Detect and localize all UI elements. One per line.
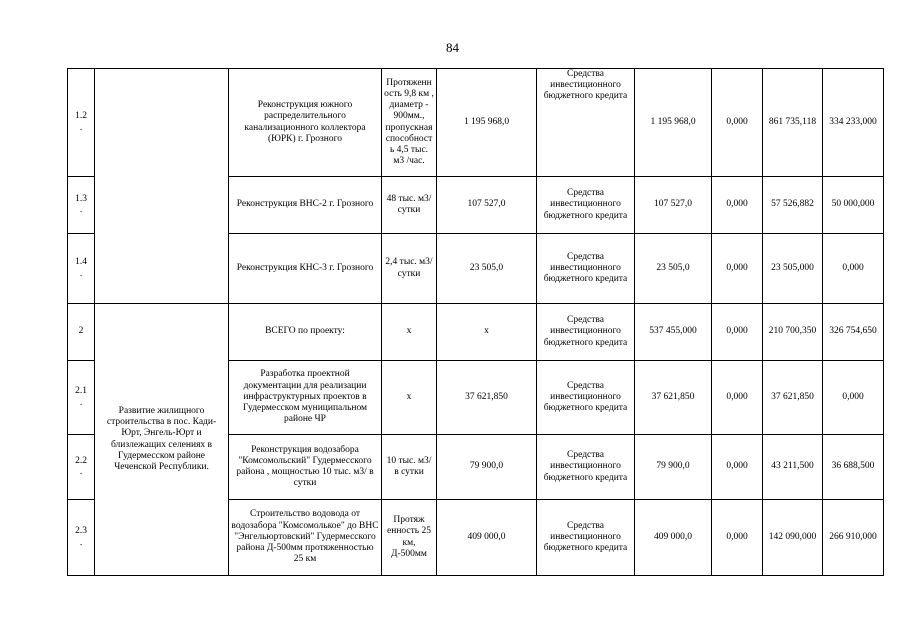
year-3-amount: 0,000 — [823, 234, 884, 304]
year-3-amount: 334 233,000 — [823, 69, 884, 177]
cost: х — [437, 304, 537, 361]
year-2-amount: 37 621,850 — [763, 361, 823, 435]
cost: 37 621,850 — [437, 361, 537, 435]
year-2-amount: 142 090,000 — [763, 500, 823, 576]
row-number: 2.1 . — [68, 361, 95, 435]
funding-source: Средства инвестиционного бюджетного кредита — [537, 234, 635, 304]
total-amount: 409 000,0 — [635, 500, 712, 576]
project-2-title: Развитие жилищного строительства в пос. Кади-Юрт, Энгель-Юрт и близлежащих селениях в Гудермесском районе Чеченской Республики. — [95, 304, 229, 576]
funding-source: Средства инвестиционного бюджетного кредита — [537, 69, 635, 177]
total-amount: 23 505,0 — [635, 234, 712, 304]
total-amount: 537 455,000 — [635, 304, 712, 361]
year-2-amount: 57 526,882 — [763, 177, 823, 234]
row-number: 1.2 . — [68, 69, 95, 177]
year-3-amount: 266 910,000 — [823, 500, 884, 576]
object-name: Реконструкция водозабора "Комсомольский" Гудермесского района , мощностью 10 тыс. м3/ в сутки — [229, 435, 382, 500]
object-name: Реконструкция южного распределительного канализационного коллектора (ЮРК) г. Грозного — [229, 69, 382, 177]
cost: 23 505,0 — [437, 234, 537, 304]
funding-source: Средства инвестиционного бюджетного кредита — [537, 304, 635, 361]
row-number: 2 — [68, 304, 95, 361]
cost: 107 527,0 — [437, 177, 537, 234]
project-1-title-cell — [95, 69, 229, 304]
total-amount: 79 900,0 — [635, 435, 712, 500]
object-name: Строительство водовода от водозабора "Комсомолькое" до ВНС "Энгельюртовский" Гудермесского района Д-500мм протяженностью 25 км — [229, 500, 382, 576]
total-amount: 37 621,850 — [635, 361, 712, 435]
budget-table — [67, 68, 884, 576]
year-1-amount: 0,000 — [712, 361, 763, 435]
year-3-amount: 36 688,500 — [823, 435, 884, 500]
year-1-amount: 0,000 — [712, 177, 763, 234]
object-name: ВСЕГО по проекту: — [229, 304, 382, 361]
row-number: 1.3 . — [68, 177, 95, 234]
funding-source: Средства инвестиционного бюджетного кредита — [537, 361, 635, 435]
capacity: 10 тыс. м3/ в сутки — [382, 435, 437, 500]
object-name: Реконструкция ВНС-2 г. Грозного — [229, 177, 382, 234]
capacity: 48 тыс. м3/ сутки — [382, 177, 437, 234]
capacity: Протяж енность 25 км, Д-500мм — [382, 500, 437, 576]
year-2-amount: 210 700,350 — [763, 304, 823, 361]
cost: 79 900,0 — [437, 435, 537, 500]
capacity: х — [382, 304, 437, 361]
year-2-amount: 23 505,000 — [763, 234, 823, 304]
capacity: Протяженн ость 9,8 км , диаметр - 900мм., пропускная способност ь 4,5 тыс. м3 /час. — [382, 69, 437, 177]
year-1-amount: 0,000 — [712, 500, 763, 576]
year-2-amount: 43 211,500 — [763, 435, 823, 500]
cost: 409 000,0 — [437, 500, 537, 576]
object-name: Реконструкция КНС-3 г. Грозного — [229, 234, 382, 304]
year-1-amount: 0,000 — [712, 435, 763, 500]
total-amount: 1 195 968,0 — [635, 69, 712, 177]
table-row — [68, 69, 884, 177]
row-number: 2.2 . — [68, 435, 95, 500]
year-1-amount: 0,000 — [712, 304, 763, 361]
row-number: 1.4 . — [68, 234, 95, 304]
total-amount: 107 527,0 — [635, 177, 712, 234]
year-3-amount: 0,000 — [823, 361, 884, 435]
year-3-amount: 50 000,000 — [823, 177, 884, 234]
funding-source: Средства инвестиционного бюджетного кредита — [537, 500, 635, 576]
funding-source: Средства инвестиционного бюджетного кредита — [537, 435, 635, 500]
object-name: Разработка проектной документации для реализации инфраструктурных проектов в Гудермесском муниципальном районе ЧР — [229, 361, 382, 435]
funding-source: Средства инвестиционного бюджетного кредита — [537, 177, 635, 234]
page-number: 84 — [446, 40, 459, 55]
year-1-amount: 0,000 — [712, 234, 763, 304]
table-row — [68, 304, 884, 361]
row-number: 2.3 . — [68, 500, 95, 576]
year-2-amount: 861 735,118 — [763, 69, 823, 177]
cost: 1 195 968,0 — [437, 69, 537, 177]
capacity: х — [382, 361, 437, 435]
capacity: 2,4 тыс. м3/ сутки — [382, 234, 437, 304]
year-3-amount: 326 754,650 — [823, 304, 884, 361]
year-1-amount: 0,000 — [712, 69, 763, 177]
